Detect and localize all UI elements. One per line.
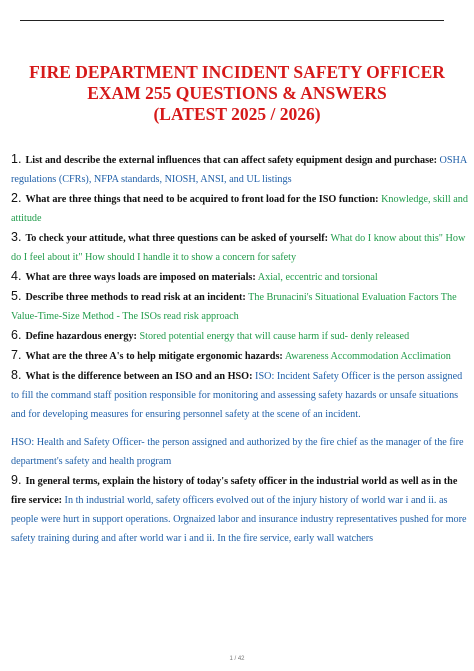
- page-number: 1 / 42: [229, 656, 245, 662]
- qa-item-7: [11, 346, 468, 366]
- qa-item-2: [11, 189, 468, 228]
- item-number: 8.: [11, 368, 22, 382]
- answer-continued: HSO: Health and Safety Officer- the person assigned and authorized by the fire chief as the manager of the fire department's safety and health program: [11, 437, 464, 467]
- answer: Awareness Accommodation Acclimation: [284, 351, 451, 362]
- qa-item-8: [11, 366, 468, 424]
- document-title: [10, 62, 464, 125]
- spacer: [11, 424, 468, 433]
- question: Describe three methods to read risk at an incident:: [25, 292, 246, 303]
- qa-item-9: [11, 471, 468, 548]
- question: What are three ways loads are imposed on materials:: [25, 272, 256, 283]
- qa-item-4: [11, 267, 468, 287]
- title-line-1: FIRE DEPARTMENT INCIDENT SAFETY OFFICER: [29, 62, 445, 82]
- item-number: 9.: [11, 473, 22, 487]
- qa-item-6: [11, 326, 468, 346]
- qa-item-3: [11, 228, 468, 267]
- qa-item-1: [11, 150, 468, 189]
- answer: The Brunacini's Situational Evaluation Factors The Value-Time-Size Method - The ISOs read risk approach: [11, 292, 457, 322]
- answer: Axial, eccentric and torsional: [257, 272, 378, 283]
- title-line-2: EXAM 255 QUESTIONS & ANSWERS: [87, 83, 387, 103]
- item-number: 6.: [11, 328, 22, 342]
- question: To check your attitude, what three questions can be asked of yourself:: [25, 233, 329, 244]
- title-line-3: (LATEST 2025 / 2026): [153, 104, 321, 124]
- question: Define hazardous energy:: [25, 331, 137, 342]
- answer: What do I know about this" How do I feel about it" How should I handle it to show a concern for safety: [11, 233, 466, 263]
- question: What is the difference between an ISO and an HSO:: [25, 371, 253, 382]
- item-number: 7.: [11, 348, 22, 362]
- answer: In th industrial world, safety officers evolved out of the injury history of world war i and ii. as people were hurt in support operations. Orgnaized labor and insurance industry representatives pushed for more safety training during and after world war i and ii. In the fire service, early wall watchers: [11, 495, 467, 544]
- item-number: 3.: [11, 230, 22, 244]
- item-number: 2.: [11, 191, 22, 205]
- question: In general terms, explain the history of today's safety officer in the industrial world as well as in the fire service:: [11, 476, 458, 506]
- answer: Stored potential energy that will cause harm if sud- denly released: [139, 331, 410, 342]
- question: What are three things that need to be acquired to front load for the ISO function:: [25, 194, 379, 205]
- question: List and describe the external influences that can affect safety equipment design and purchase:: [25, 155, 437, 166]
- item-number: 1.: [11, 152, 22, 166]
- top-rule: [20, 20, 444, 21]
- qa-list: [11, 150, 468, 548]
- answer: OSHA regulations (CFRs), NFPA standards, NIOSH, ANSI, and UL listings: [11, 155, 467, 185]
- item-number: 4.: [11, 269, 22, 283]
- answer: Knowledge, skill and attitude: [11, 194, 468, 224]
- item-number: 5.: [11, 289, 22, 303]
- question: What are the three A's to help mitigate ergonomic hazards:: [25, 351, 283, 362]
- qa-item-5: [11, 287, 468, 326]
- qa-item-8-continued: [11, 433, 468, 471]
- answer: ISO: Incident Safety Officer is the person assigned to fill the command staff position responsible for monitoring and assessing safety hazards or unsafe situations and for developing measures for ensuring personnel safety at the scene of an incident.: [11, 371, 463, 420]
